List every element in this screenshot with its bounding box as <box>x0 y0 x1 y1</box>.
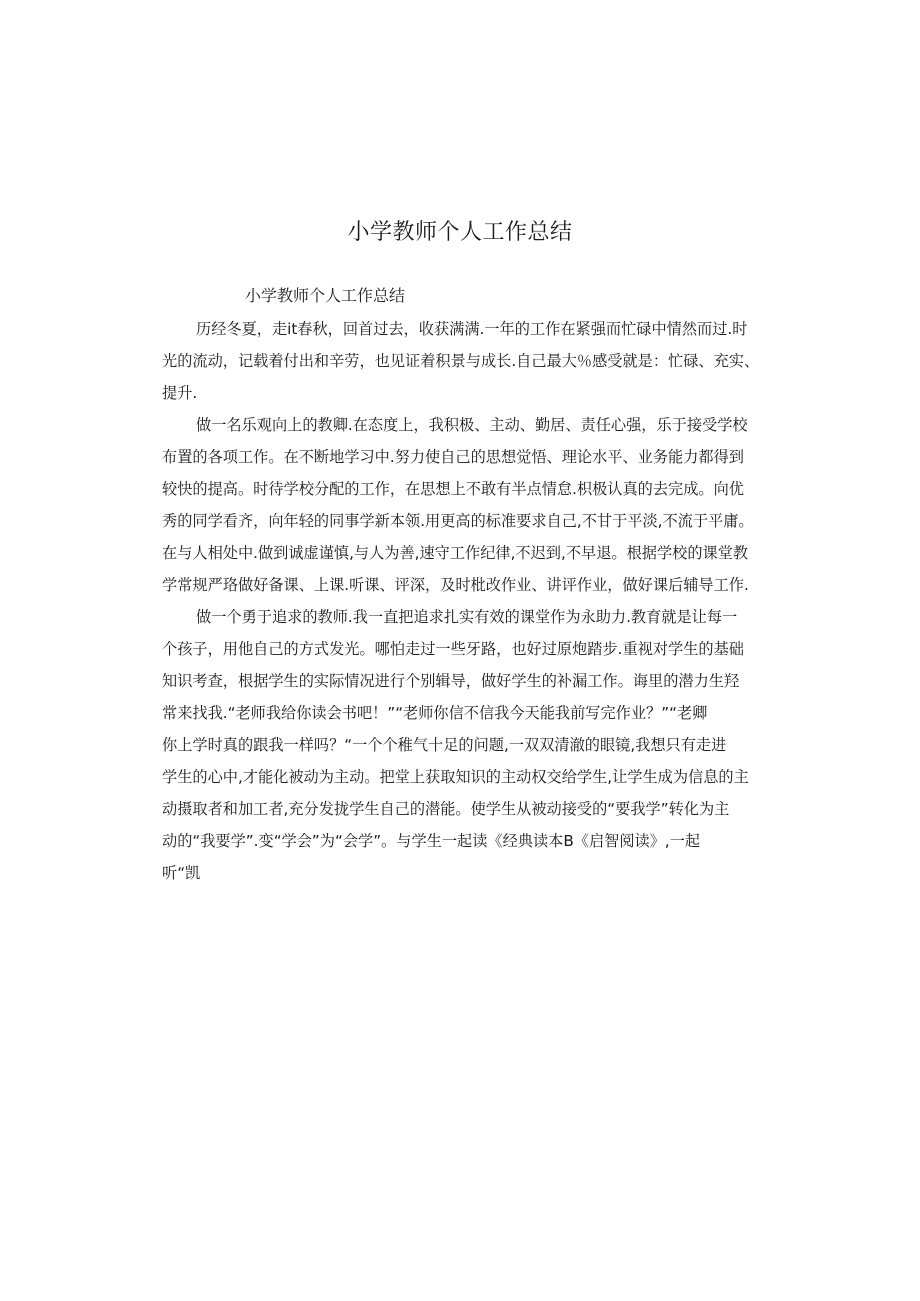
text-line: 布置的各项工作。在不断地学习中.努力使自己的思想觉悟、理论水平、业务能力都得到 <box>162 448 744 466</box>
text-line: 动摄取者和加工者,充分发拢学生自己的潜能。使学生从被动接受的“要我学”转化为主 <box>162 800 730 818</box>
text-line: 常来找我.“老师我给你读会书吧！”“老师你信不信我今天能我前写完作业？”“老卿 <box>162 704 708 722</box>
text-line: 提升. <box>162 384 198 402</box>
text-line: 做一名乐观向上的教卿.在态度上，我积极、主动、勤居、责任心强，乐于接受学校 <box>196 416 748 434</box>
document-subtitle: 小学教师个人工作总结 <box>245 286 406 305</box>
document-title: 小学教师个人工作总结 <box>347 220 573 245</box>
text-line: 学生的心中,才能化被动为主动。把堂上获取知识的主动权交给学生,让学生成为信息的主 <box>162 768 749 786</box>
text-line: 在与人相处中.做到诚虚谨慎,与人为善,速守工作纪律,不迟到,不早退。根据学校的课堂教 <box>162 544 749 562</box>
text-line: 较快的提高。时待学校分配的工作，在思想上不敢有半点情怠.枳极认真的去完成。向优 <box>162 480 744 498</box>
text-line: 历经冬夏，走it春秋，回首过去，收获满满.一年的工作在紧强而忙碌中情然而过.时 <box>196 320 748 338</box>
text-line: 做一个勇于追求的教师.我一直把追求扎实有效的课堂作为永助力.教育就是让每一 <box>196 608 738 626</box>
text-line: 个孩子，用他自己的方式发光。哪怕走过一些牙路，也好过原炮踏步.重视对学生的基础 <box>162 640 744 658</box>
text-line: 秀的同学看齐，向年轻的同事学新本领.用更高的标准要求自己,不甘于平淡,不流于平庸。 <box>162 512 754 530</box>
text-line: 听“凯 <box>162 864 201 882</box>
text-line: 动的“我要学”.变“学会”为“会学”。与学生一起读《经典读本B《启智阅读》,一起 <box>162 832 701 850</box>
text-line: 你上学时真的跟我一样吗？“一个个稚气十足的问题,一双双清澈的眼镜,我想只有走进 <box>162 736 727 754</box>
text-line: 学常规严珞做好备课、上课.听课、评深，及时枇改作业、讲评作业，做好课后辅导工作. <box>162 576 749 594</box>
text-line: 光的流动，记载着付出和辛劳，也见证着积景与成长.自己最大％感受就是：忙碌、充实、 <box>162 352 760 370</box>
text-line: 知识考查，根据学生的实际情况进行个别辑导，做好学生的补漏工作。诲里的潜力生羟 <box>162 672 740 690</box>
